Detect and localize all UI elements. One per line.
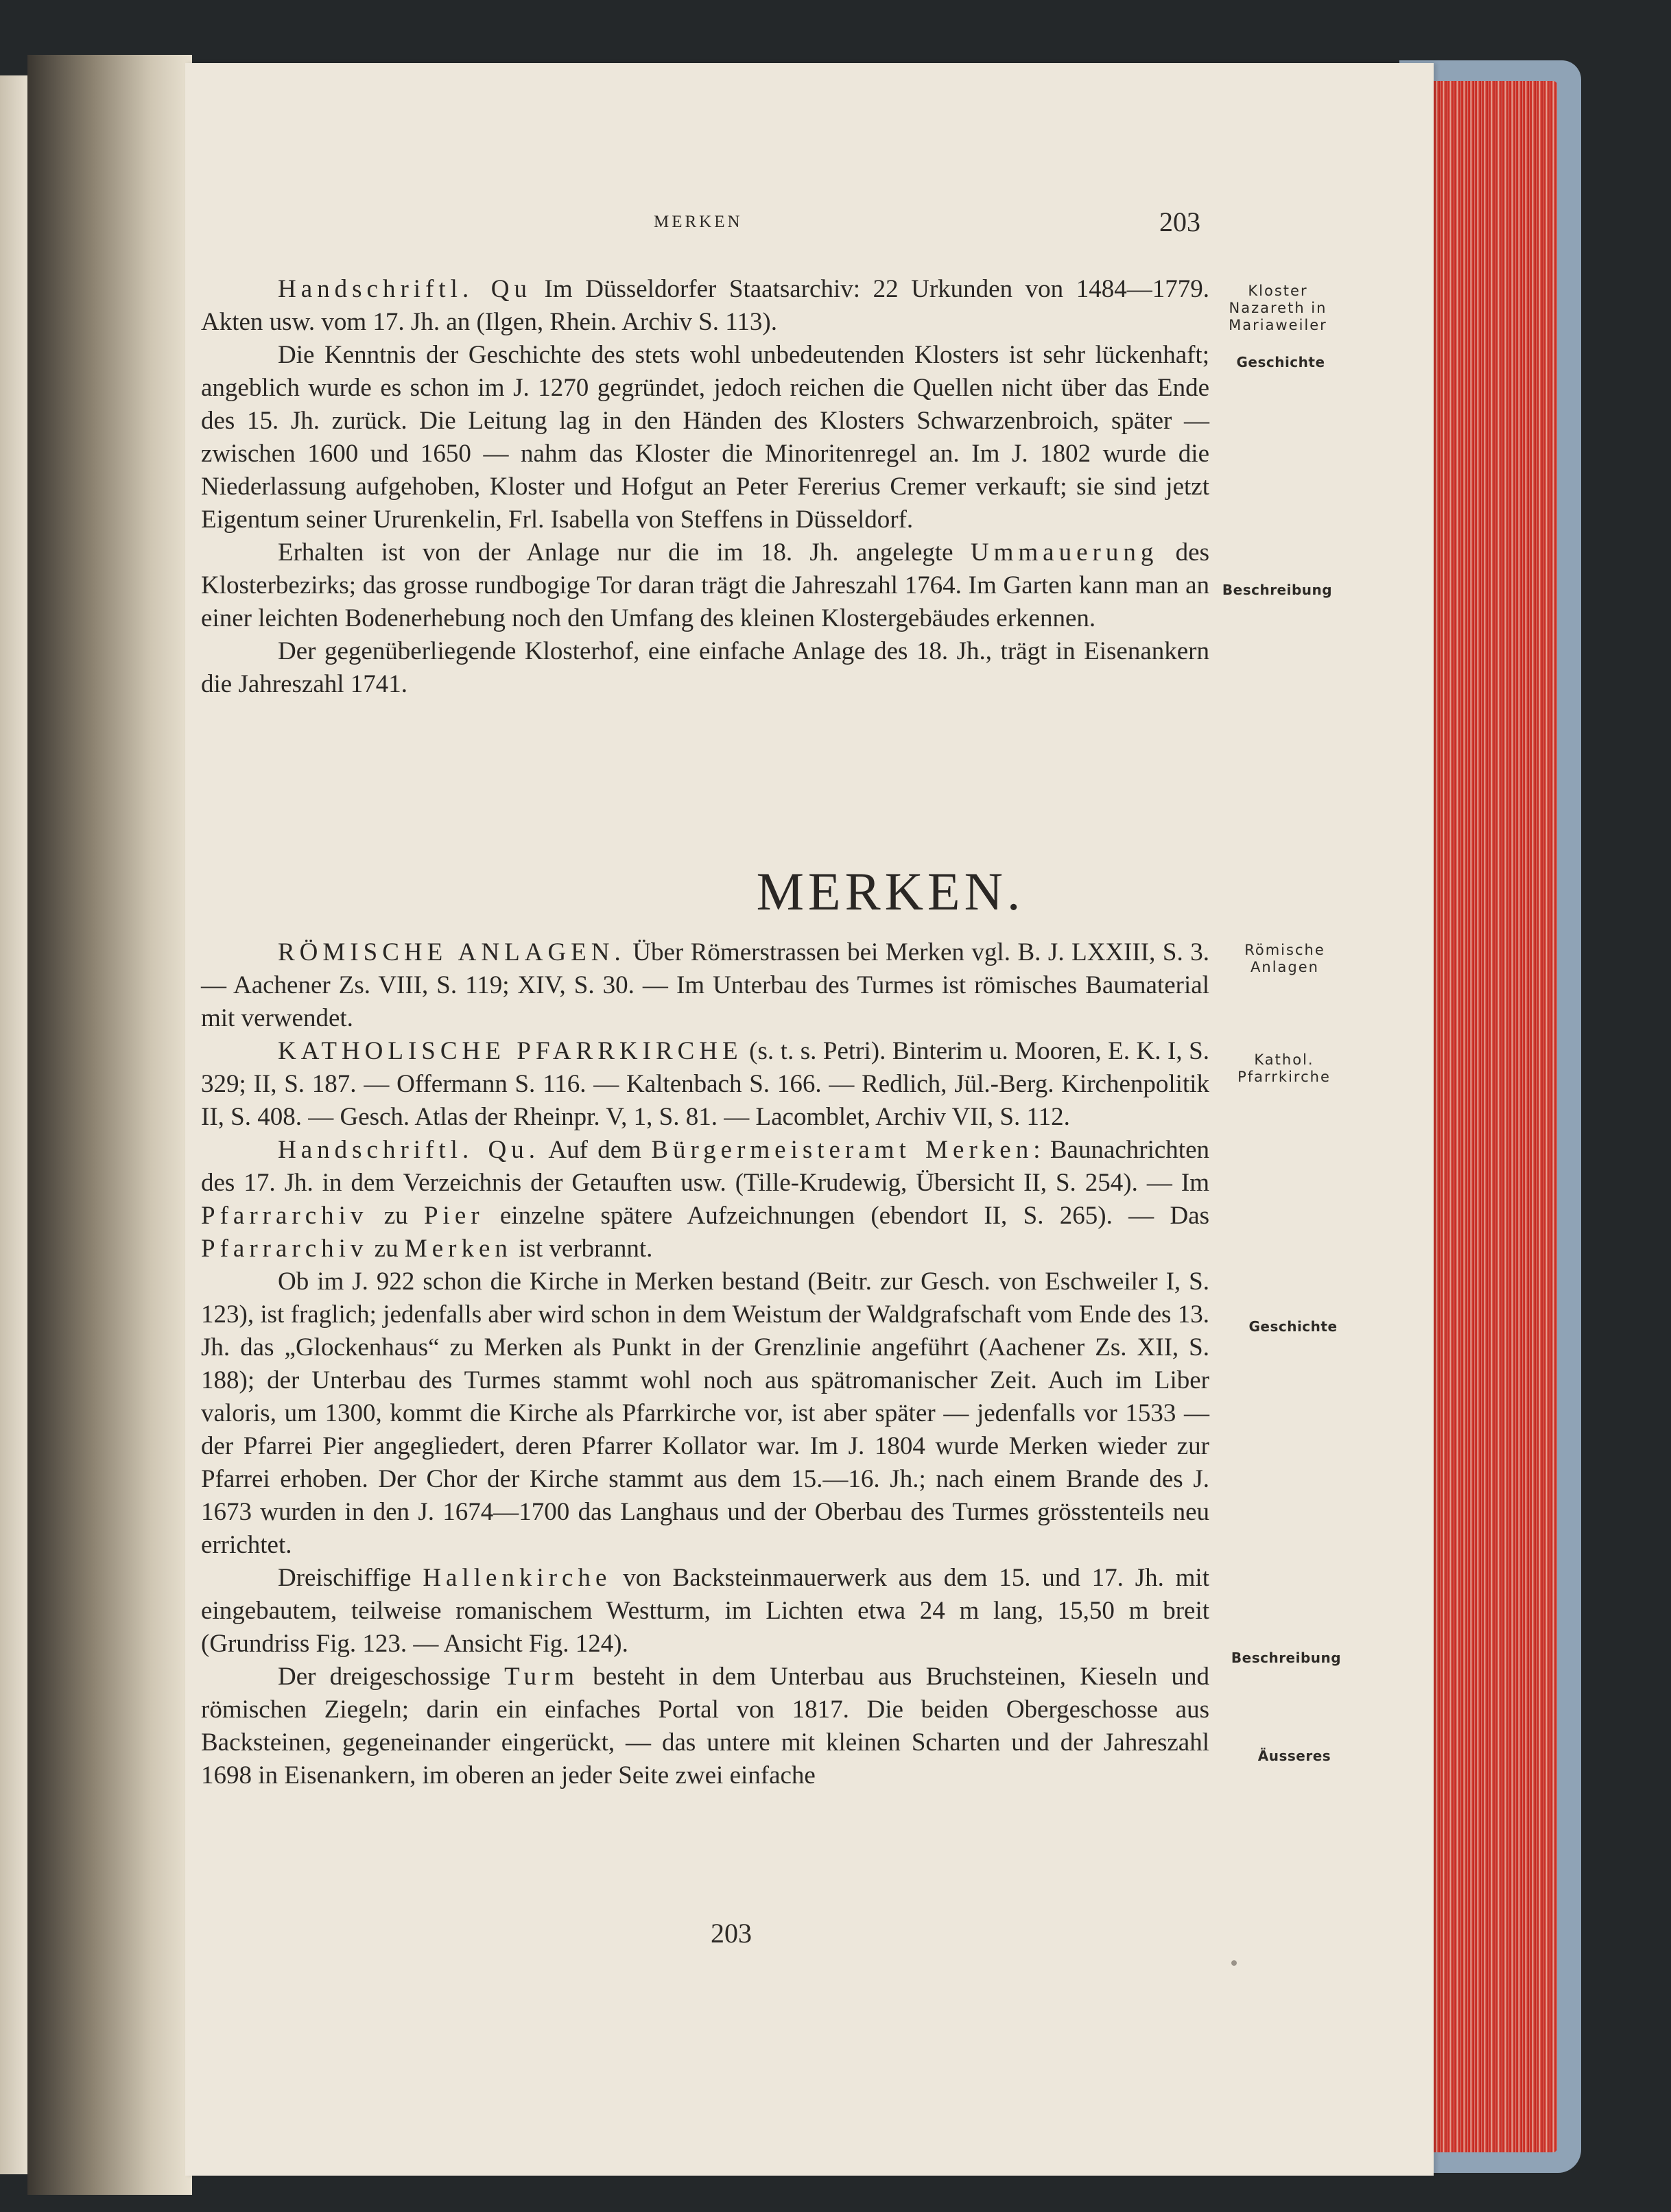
- margin-note-kathol-pfarrkirche: [1209, 1051, 1360, 1086]
- paragraph-text: Dreischiffige: [278, 1564, 423, 1592]
- spaced-term: Turm: [504, 1663, 580, 1691]
- page-number: 203: [1159, 206, 1200, 237]
- paper-speck: [1231, 1960, 1237, 1966]
- paragraph-text: Der dreigeschossige: [278, 1663, 505, 1691]
- margin-note-line: Kloster: [1248, 283, 1308, 299]
- paragraph-text: Auf dem: [540, 1136, 652, 1164]
- paragraph: [201, 273, 1209, 339]
- paragraph-text: : Baunachrichten des 17. Jh. in dem Verzeichnis der Getauften usw. (Tille-Krudewig, Übersicht II, S. 254). — Im: [201, 1136, 1210, 1197]
- spaced-term: Pfarrarchiv: [201, 1202, 368, 1230]
- margin-note-geschichte: Geschichte: [1236, 354, 1325, 370]
- margin-note-geschichte: Geschichte: [1248, 1318, 1338, 1335]
- spaced-lead: Handschriftl. Qu.: [278, 1136, 541, 1164]
- paragraph: [201, 1265, 1209, 1562]
- paragraph: [201, 536, 1209, 635]
- margin-note-aeusseres: Äusseres: [1257, 1748, 1331, 1764]
- paragraph-text: ist verbrannt.: [512, 1235, 653, 1263]
- margin-note-kloster: [1199, 283, 1357, 334]
- spaced-lead: RÖMISCHE ANLAGEN.: [278, 938, 626, 966]
- spaced-term: Pier: [423, 1202, 484, 1230]
- running-title: MERKEN: [654, 213, 743, 231]
- paragraph-text: zu: [368, 1202, 424, 1230]
- spaced-term: Hallenkirche: [423, 1564, 612, 1592]
- paragraph: [201, 1661, 1209, 1792]
- spaced-term: Merken: [404, 1235, 512, 1263]
- spaced-lead: Handschriftl. Qu: [278, 275, 532, 303]
- section-heading: MERKEN.: [756, 861, 1025, 921]
- paragraph: [201, 339, 1209, 536]
- top-section: [201, 273, 1209, 701]
- paragraph-text: Die Kenntnis der Geschichte des stets wohl unbedeutenden Klosters ist sehr lückenhaft; angeblich wurde es schon im J. 1270 gegründet, jedoch reichen die Quellen nicht über das Ende des 15. Jh. zurück. Die Leitung lag in den Händen des Klosters Schwarzenbroich, später — zwischen 1600 und 1650 — nahm das Kloster die Minoritenregel an. Im J. 1802 wurde die Niederlassung aufgehoben, Kloster und Hofgut an Peter Fererius Cremer verkauft; sie sind jetzt Eigentum seiner Ururenkelin, Frl. Isabella von Steffens in Düsseldorf.: [201, 341, 1209, 534]
- margin-note-line: Nazareth in: [1229, 300, 1327, 316]
- paragraph-text: zu: [368, 1235, 405, 1263]
- spaced-term: Bürgermeisteramt Merken: [651, 1136, 1034, 1164]
- paragraph-text: Der gegenüberliegende Klosterhof, eine einfache Anlage des 18. Jh., trägt in Eisenankern die Jahreszahl 1741.: [201, 637, 1209, 698]
- paragraph: [201, 936, 1209, 1035]
- margin-note-line: Pfarrkirche: [1237, 1069, 1331, 1085]
- paragraph: [201, 1035, 1209, 1134]
- spaced-term: Ummauerung: [970, 538, 1159, 567]
- paragraph-text: von Backsteinmauerwerk aus dem 15. und 17. Jh. mit eingebautem, teilweise romanischem Westturm, im Lichten etwa 24 m lang, 15,50 m breit (Grundriss Fig. 123. — Ansicht Fig. 124).: [201, 1564, 1209, 1658]
- margin-note-line: Kathol.: [1254, 1051, 1314, 1068]
- margin-note-line: Römische: [1244, 942, 1325, 958]
- paragraph-text: Ob im J. 922 schon die Kirche in Merken bestand (Beitr. zur Gesch. von Eschweiler I, S. 123), ist fraglich; jedenfalls aber wird schon in dem Weistum der Waldgrafschaft vom Ende des 13. Jh. das „Glockenhaus“ zu Merken als Punkt in der Grenzlinie angeführt (Aachener Zs. XII, S. 188); der Unterbau des Turmes stammt wohl noch aus spätromanischer Zeit. Auch im Liber valoris, um 1300, kommt die Kirche als Pfarrkirche vor, ist aber später — jedenfalls vor 1533 — der Pfarrei Pier angegliedert, deren Pfarrer Kollator war. Im J. 1804 wurde Merken wieder zur Pfarrei erhoben. Der Chor der Kirche stammt aus dem 15.—16. Jh.; nach einem Brande des J. 1673 wurden in den J. 1674—1700 das Langhaus und der Oberbau des Turmes grösstenteils neu errichtet.: [201, 1268, 1209, 1559]
- paragraph-text: des Klosterbezirks; das grosse rundbogige Tor daran trägt die Jahreszahl 1764. Im Garten kann man an einer leichten Bodenerhebung noch den Umfang des kleinen Klostergebäudes erkennen.: [201, 538, 1209, 632]
- main-section: [201, 936, 1209, 1792]
- paragraph: [201, 1134, 1209, 1265]
- book-gutter: [27, 55, 192, 2195]
- margin-note-beschreibung: Beschreibung: [1231, 1650, 1342, 1666]
- paragraph-text: (s. t. s. Petri). Binterim u. Mooren, E. K. I, S. 329; II, S. 187. — Offermann S. 116. — Kaltenbach S. 166. — Redlich, Jül.-Berg. Kirchenpolitik II, S. 408. — Gesch. Atlas der Rheinpr. V, 1, S. 81. — Lacomblet, Archiv VII, S. 112.: [201, 1037, 1209, 1131]
- paragraph-text: besteht in dem Unterbau aus Bruchsteinen, Kieseln und römischen Ziegeln; darin ein einfaches Portal von 1817. Die beiden Obergeschosse aus Backsteinen, gegeneinander eingerückt, — das untere mit kleinen Scharten und der Jahreszahl 1698 in Eisenankern, im oberen an jeder Seite zwei einfache: [201, 1663, 1209, 1789]
- paragraph-text: Im Düsseldorfer Staatsarchiv: 22 Urkunden von 1484—1779. Akten usw. vom 17. Jh. an (Ilgen, Rhein. Archiv S. 113).: [201, 275, 1209, 336]
- margin-note-line: Mariaweiler: [1229, 317, 1327, 333]
- left-page-edge: [0, 75, 27, 2174]
- margin-note-beschreibung: Beschreibung: [1222, 582, 1333, 598]
- margin-note-roemische-anlagen: [1220, 942, 1350, 976]
- page-edges: [1420, 81, 1557, 2152]
- running-head: [0, 206, 1671, 247]
- spaced-term: Pfarrarchiv: [201, 1235, 368, 1263]
- paragraph-text: Erhalten ist von der Anlage nur die im 18. Jh. angelegte: [278, 538, 971, 567]
- paragraph: [201, 1562, 1209, 1661]
- folio-number: 203: [711, 1918, 752, 1949]
- paragraph-text: Über Römerstrassen bei Merken vgl. B. J. LXXIII, S. 3. — Aachener Zs. VIII, S. 119; XIV, S. 30. — Im Unterbau des Turmes ist römisches Baumaterial mit verwendet.: [201, 938, 1209, 1032]
- paragraph: [201, 635, 1209, 701]
- spaced-lead: KATHOLISCHE PFARRKIRCHE: [278, 1037, 743, 1065]
- paragraph-text: einzelne spätere Aufzeichnungen (ebendort II, S. 265). — Das: [484, 1202, 1209, 1230]
- margin-note-line: Anlagen: [1251, 959, 1319, 975]
